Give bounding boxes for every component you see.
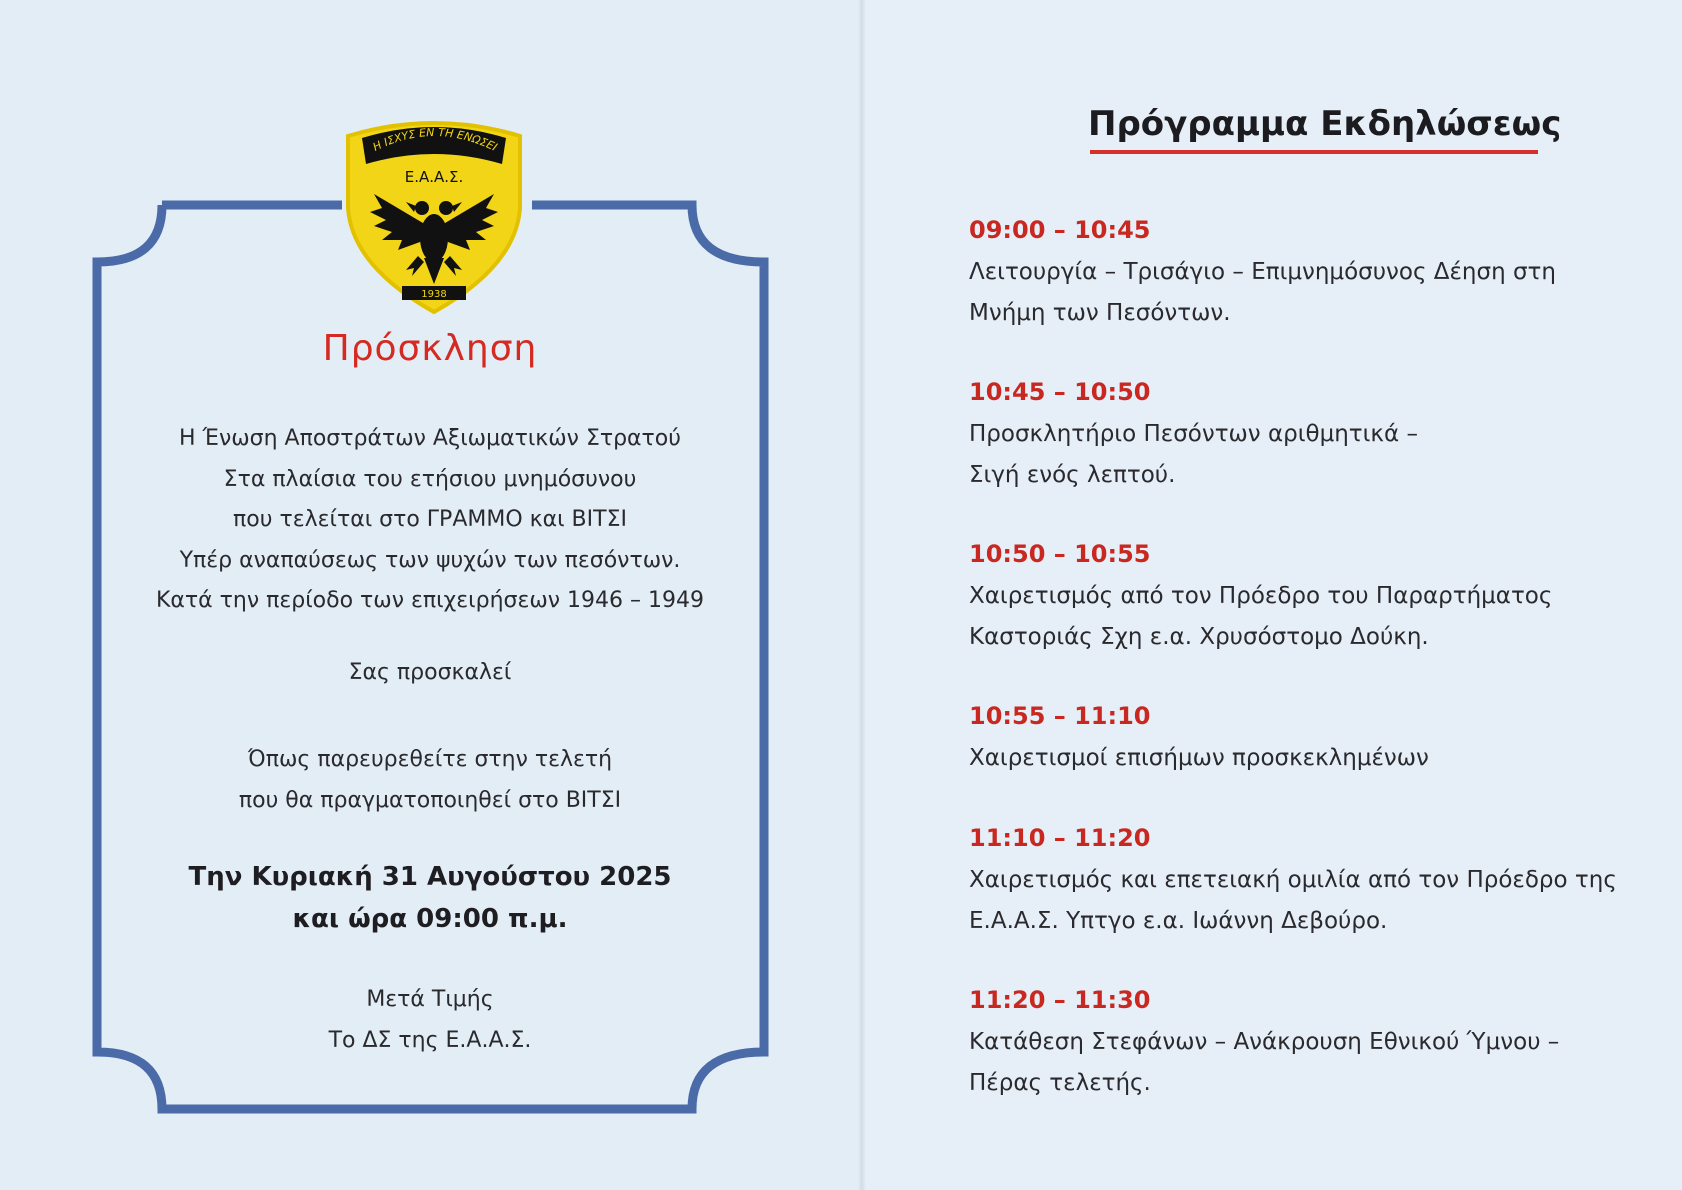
program-title: Πρόγραμμα Εκδηλώσεως xyxy=(1088,104,1562,144)
program-item-description xyxy=(969,860,1659,941)
card-fold xyxy=(858,0,866,1190)
invites-text: Σας προσκαλεί xyxy=(348,660,512,685)
program-item xyxy=(969,214,1659,333)
program-item-line: Πέρας τελετής. xyxy=(969,1069,1151,1096)
eaas-emblem xyxy=(340,116,528,316)
program-item-description xyxy=(969,738,1659,779)
invitation-line: Κατά την περίοδο των επιχειρήσεων 1946 – 1949 xyxy=(155,588,705,613)
program-item-description xyxy=(969,1022,1659,1103)
program-item xyxy=(969,700,1659,779)
program-item-description xyxy=(969,414,1659,495)
program-item-description xyxy=(969,576,1659,657)
invitation-line: Στα πλαίσια του ετήσιου μνημόσυνου xyxy=(223,466,637,492)
signature-block xyxy=(120,980,740,1061)
program-item-line: Σιγή ενός λεπτού. xyxy=(969,461,1176,488)
program-item-line: Χαιρετισμός από τον Πρόεδρο του Παραρτήματος xyxy=(969,583,1553,609)
closing-text: Μετά Τιμής xyxy=(366,987,494,1012)
program-item xyxy=(969,984,1659,1103)
program-item-line: Χαιρετισμοί επισήμων προσκεκλημένων xyxy=(969,745,1429,771)
event-date-line: Την Κυριακή 31 Αυγούστου 2025 xyxy=(188,862,672,892)
program-item xyxy=(969,822,1659,941)
attend-line: που θα πραγματοποιηθεί στο ΒΙΤΣΙ xyxy=(238,787,622,813)
attend-line: Όπως παρευρεθείτε στην τελετή xyxy=(247,747,613,772)
event-time-line: και ώρα 09:00 π.μ. xyxy=(292,904,568,934)
attend-text xyxy=(120,740,740,821)
program-item-time: 09:00 – 10:45 xyxy=(969,216,1151,244)
program-item xyxy=(969,376,1659,495)
program-item-time: 11:10 – 11:20 xyxy=(969,824,1151,852)
emblem-motto: Η ΙΣΧΥΣ ΕΝ ΤΗ ΕΝΩΣΕΙ xyxy=(370,125,500,154)
program-title-underline xyxy=(1090,150,1538,154)
invitation-line: Η Ένωση Αποστράτων Αξιωματικών Στρατού xyxy=(179,426,681,451)
emblem-initials: Ε.Α.Α.Σ. xyxy=(404,168,464,186)
program-item-line: Λειτουργία – Τρισάγιο – Επιμνημόσυνος Δέηση στη xyxy=(969,259,1556,285)
program-item-time: 10:55 – 11:10 xyxy=(969,702,1151,730)
program-item-line: Προσκλητήριο Πεσόντων αριθμητικά – xyxy=(969,421,1418,447)
invitation-line: Υπέρ αναπαύσεως των ψυχών των πεσόντων. xyxy=(179,547,681,573)
emblem-year: 1938 xyxy=(421,289,447,300)
program-item-time: 10:45 – 10:50 xyxy=(969,378,1151,406)
invitation-title: Πρόσκληση xyxy=(322,328,538,369)
invitation-line: που τελείται στο ΓΡΑΜΜΟ και ΒΙΤΣΙ xyxy=(233,507,627,532)
event-date xyxy=(120,856,740,940)
invitation-body xyxy=(120,419,740,622)
program-item-line: Χαιρετισμός και επετειακή ομιλία από τον Πρόεδρο της xyxy=(969,867,1617,893)
program-item-time: 10:50 – 10:55 xyxy=(969,540,1151,568)
program-item-time: 11:20 – 11:30 xyxy=(969,986,1151,1014)
program-item-line: Κατάθεση Στεφάνων – Ανάκρουση Εθνικού Ύμνου – xyxy=(969,1029,1560,1055)
signature-text: Το ΔΣ της Ε.Α.Α.Σ. xyxy=(328,1027,532,1053)
program-item-description xyxy=(969,252,1659,333)
program-item-line: Μνήμη των Πεσόντων. xyxy=(969,299,1231,326)
program-item-line: Ε.Α.Α.Σ. Υπτγο ε.α. Ιωάννη Δεβούρο. xyxy=(969,907,1388,934)
program-item-line: Καστοριάς Σχη ε.α. Χρυσόστομο Δούκη. xyxy=(969,623,1429,650)
program-item xyxy=(969,538,1659,657)
